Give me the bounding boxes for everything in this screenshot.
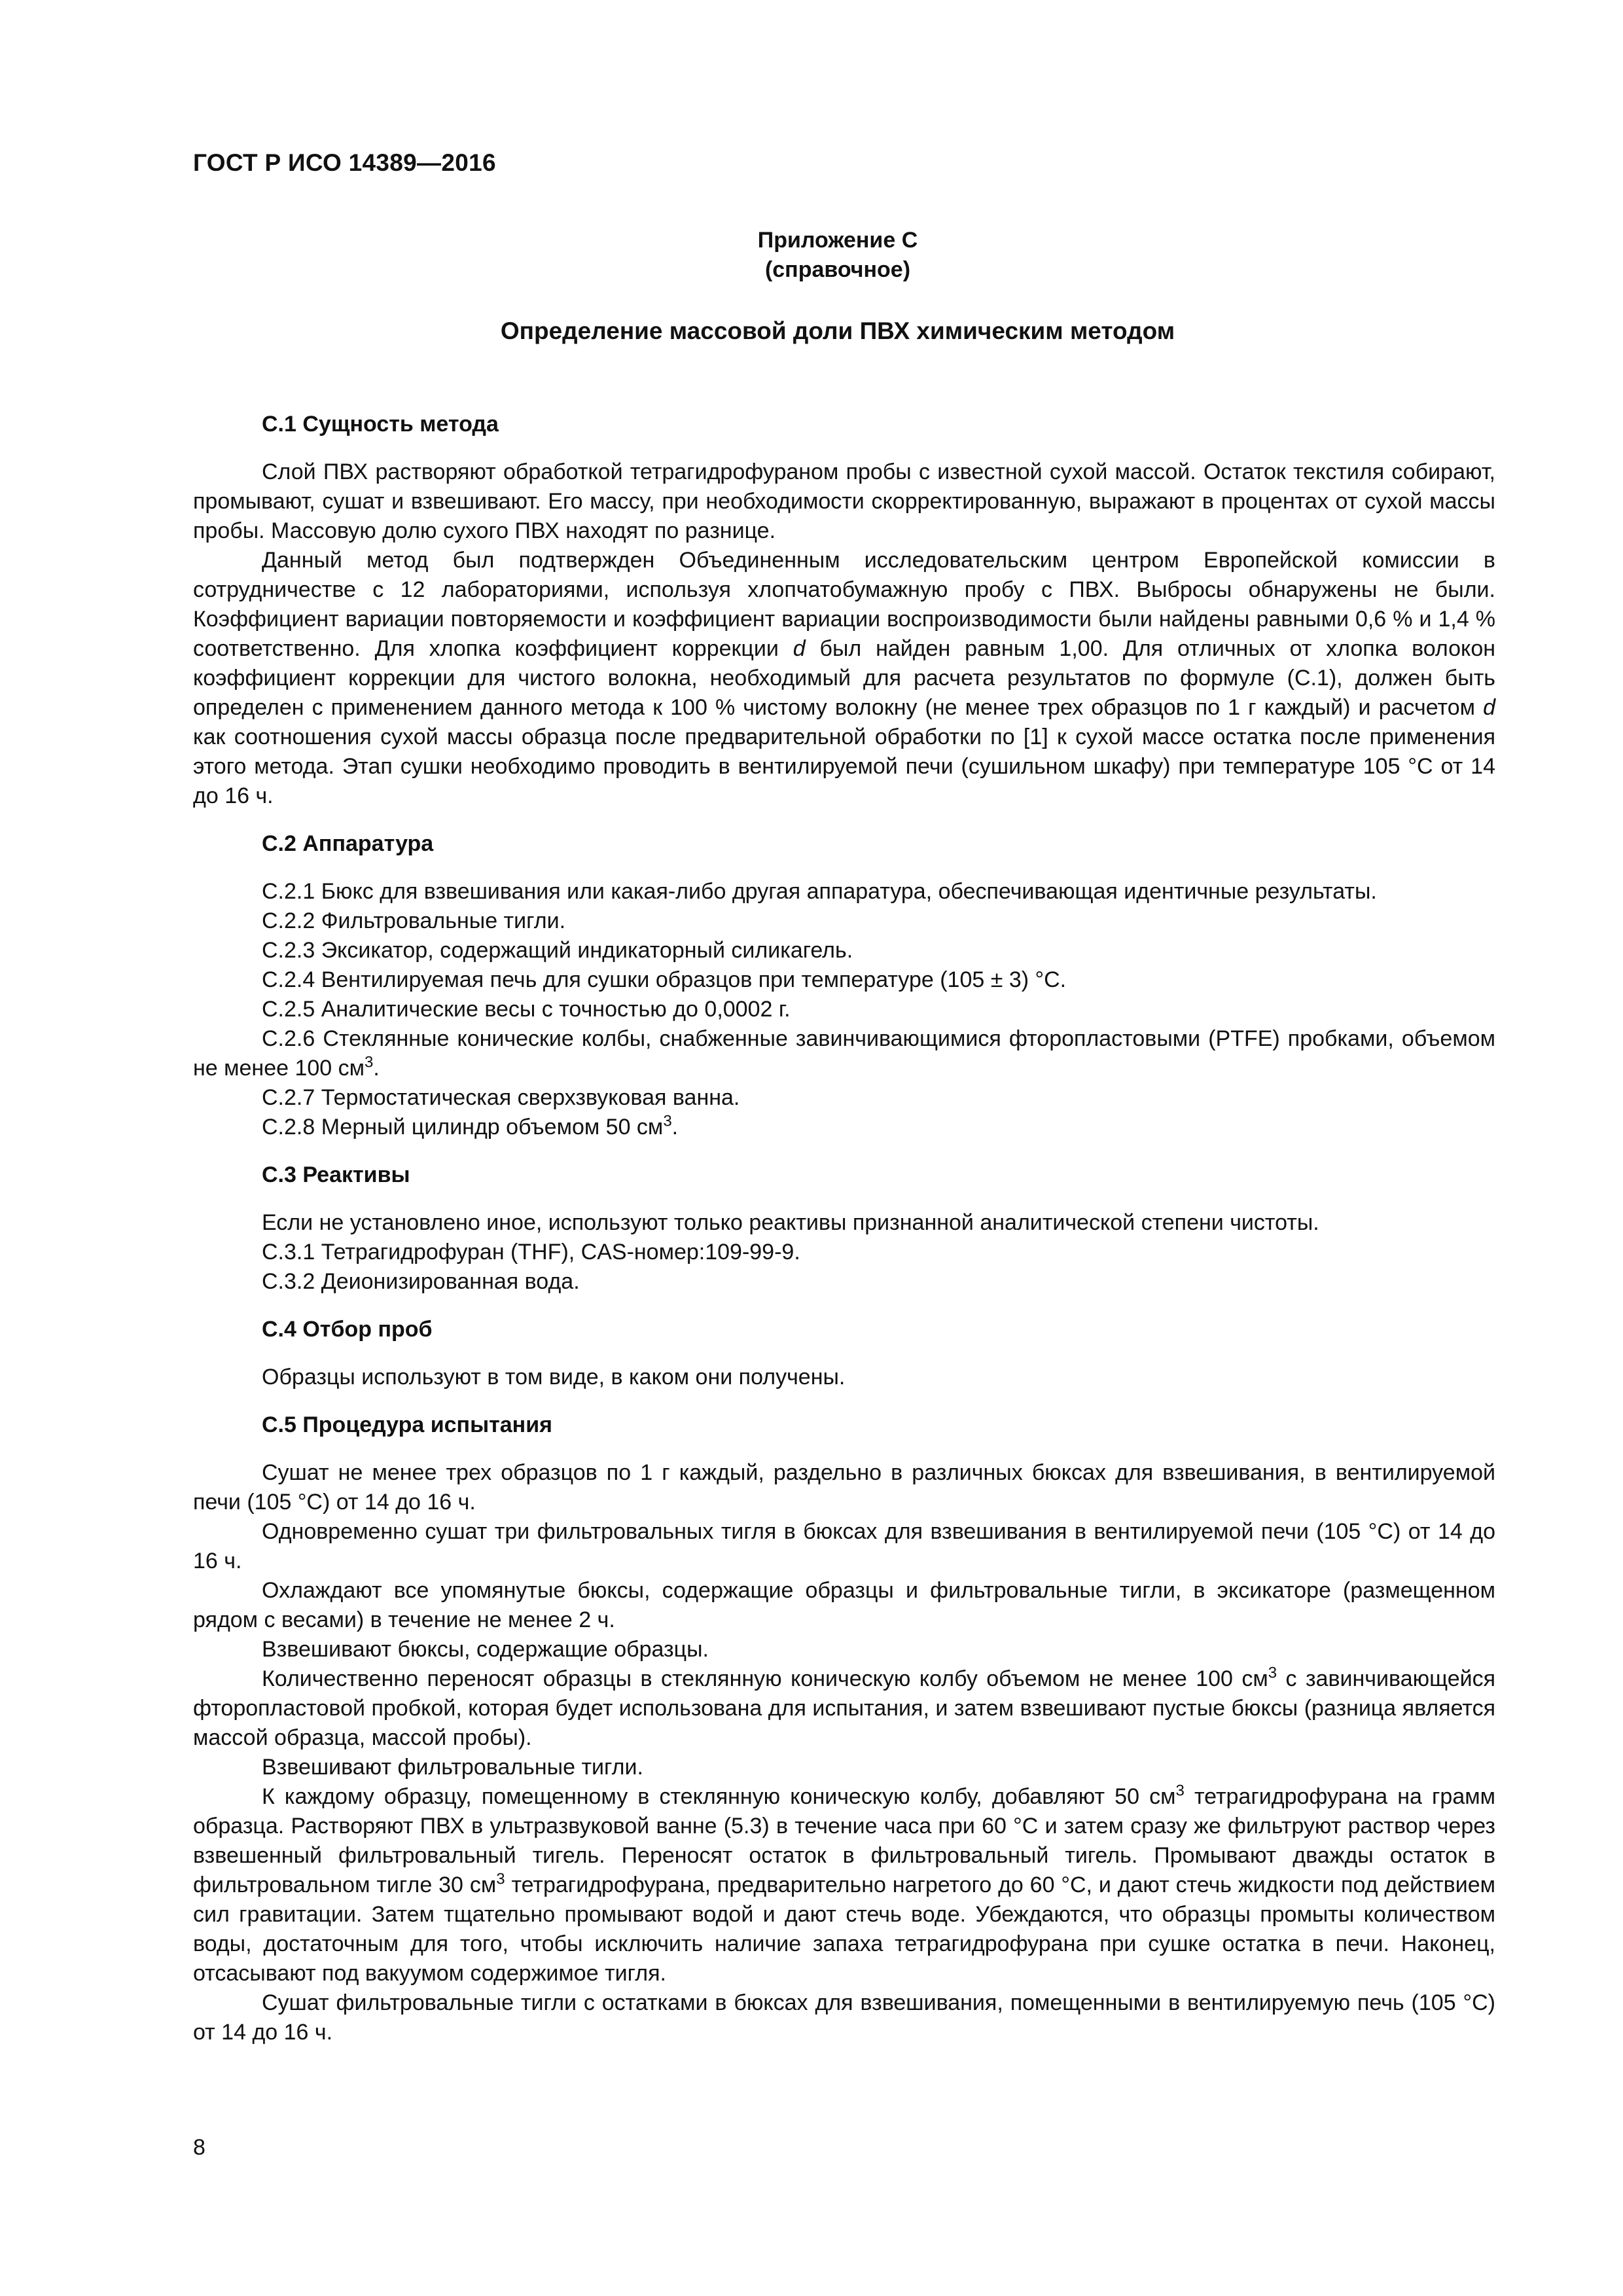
page-number: 8 xyxy=(193,2135,205,2160)
text-run: С.2.6 Стеклянные конические колбы, снабженные завинчивающимися фторопластовыми (PTFE) пробками, объемом не менее 100 см xyxy=(193,1026,1495,1081)
section-c1-paragraph-1: Слой ПВХ растворяют обработкой тетрагидрофураном пробы с известной сухой массой. Остаток текстиля собирают, промывают, сушат и взвешивают. Его массу, при необходимости скорректированную, выражают в процентах от сухой массы пробы. Массовую долю сухого ПВХ находят по разнице. xyxy=(193,459,1495,543)
section-c5-paragraph-4: Взвешивают бюксы, содержащие образцы. xyxy=(262,1637,709,1662)
section-c1-paragraph-2 xyxy=(193,546,1495,811)
section-title-c1: С.1 Сущность метода xyxy=(262,412,499,437)
text-run: Количественно переносят образцы в стеклянную коническую колбу объемом не менее 100 см xyxy=(262,1666,1268,1691)
reagent-item-c32: С.3.2 Деионизированная вода. xyxy=(262,1269,580,1294)
section-c5-paragraph-2: Одновременно сушат три фильтровальных тигля в бюксах для взвешивания в вентилируемой печи (105 °С) от 14 до 16 ч. xyxy=(193,1519,1495,1573)
text-run: Данный метод был подтвержден Объединенным исследовательским центром Европейской комиссии в сотрудничестве с 12 лабораториями, используя хлопчатобумажную пробу с ПВХ. Выбросы обнаружены не были. Коэффициент вариации повторяемости и коэффициент вариации воспроизводимости были найдены равными 0,6 % и 1,4 % соответственно. Для хлопка коэффициент коррекции xyxy=(193,548,1495,661)
section-c5-paragraph-7 xyxy=(193,1782,1495,1988)
section-c5-paragraph-6: Взвешивают фильтровальные тигли. xyxy=(262,1755,643,1780)
text-run: с завинчивающейся фторопластовой пробкой, которая будет использована для испытания, и затем взвешивают пустые бюксы (разница является массой образца, массой пробы). xyxy=(193,1666,1496,1750)
variable-d: d xyxy=(1483,695,1495,720)
text-run: тетрагидрофурана, предварительно нагретого до 60 °С, и дают стечь жидкости под действием сил гравитации. Затем тщательно промывают водой и дают стечь воде. Убеждаются, что образцы промыты количеством воды, достаточным для того, чтобы исключить наличие запаха тетрагидрофурана при сушке остатка в печи. Наконец, отсасывают под вакуумом содержимое тигля. xyxy=(193,1873,1495,1986)
superscript: 3 xyxy=(663,1112,672,1130)
apparatus-item-c22: С.2.2 Фильтровальные тигли. xyxy=(262,908,566,933)
apparatus-item-c26 xyxy=(193,1024,1495,1083)
section-c5-paragraph-8: Сушат фильтровальные тигли с остатками в бюксах для взвешивания, помещенными в вентилируемую печь (105 °С) от 14 до 16 ч. xyxy=(193,1990,1495,2045)
document-body xyxy=(193,410,1495,2047)
annex-type: (справочное) xyxy=(764,257,911,282)
text-run: тетрагидрофурана на грамм образца. Растворяют ПВХ в ультразвуковой ванне (5.3) в течение часа при 60 °С и затем сразу же фильтруют раствор через взвешенный фильтровальный тигель. Переносят остаток в фильтровальный тигель. Промывают дважды остаток в фильтровальном тигле 30 см xyxy=(193,1784,1495,1897)
section-title-c3: С.3 Реактивы xyxy=(262,1162,410,1187)
apparatus-item-c24: С.2.4 Вентилируемая печь для сушки образцов при температуре (105 ± 3) °С. xyxy=(262,967,1067,992)
section-c5-paragraph-3: Охлаждают все упомянутые бюксы, содержащие образцы и фильтровальные тигли, в эксикаторе (размещенном рядом с весами) в течение не менее 2 ч. xyxy=(193,1578,1495,1632)
section-title-c2: С.2 Аппаратура xyxy=(262,831,434,856)
text-run: К каждому образцу, помещенному в стеклянную коническую колбу, добавляют 50 см xyxy=(262,1784,1176,1809)
reagent-item-c31: С.3.1 Тетрагидрофуран (THF), CAS-номер:109-99-9. xyxy=(262,1240,800,1265)
annex-label: Приложение С xyxy=(757,228,918,253)
section-c3-paragraph-1: Если не установлено иное, используют только реактивы признанной аналитической степени чистоты. xyxy=(262,1210,1319,1235)
apparatus-item-c28 xyxy=(193,1113,1495,1142)
superscript: 3 xyxy=(496,1870,505,1888)
text-run: . xyxy=(671,1115,679,1139)
superscript: 3 xyxy=(365,1053,374,1071)
superscript: 3 xyxy=(1175,1782,1185,1800)
annex-heading: Определение массовой доли ПВХ химическим методом xyxy=(500,317,1175,344)
text-run: . xyxy=(373,1056,380,1081)
section-title-c5: С.5 Процедура испытания xyxy=(262,1412,552,1437)
superscript: 3 xyxy=(1268,1664,1277,1682)
text-run: как соотношения сухой массы образца после предварительной обработки по [1] к сухой массе остатка после применения этого метода. Этап сушки необходимо проводить в вентилируемой печи (сушильном шкафу) при температуре 105 °С от 14 до 16 ч. xyxy=(193,725,1495,808)
section-title-c4: С.4 Отбор проб xyxy=(262,1317,433,1342)
section-c4-paragraph-1: Образцы используют в том виде, в каком они получены. xyxy=(262,1365,846,1390)
variable-d: d xyxy=(793,636,806,661)
apparatus-item-c25: С.2.5 Аналитические весы с точностью до 0,0002 г. xyxy=(262,997,791,1022)
text-run: был найден равным 1,00. Для отличных от хлопка волокон коэффициент коррекции для чистого волокна, необходимый для расчета результатов по формуле (С.1), должен быть определен с применением данного метода к 100 % чистому волокну (не менее трех образцов по 1 г каждый) и расчетом xyxy=(193,636,1495,720)
annex-title-block xyxy=(0,226,1623,285)
text-run: С.2.8 Мерный цилиндр объемом 50 см xyxy=(262,1115,664,1139)
apparatus-item-c21: С.2.1 Бюкс для взвешивания или какая-либо другая аппаратура, обеспечивающая идентичные результаты. xyxy=(262,879,1377,904)
apparatus-item-c27: С.2.7 Термостатическая сверхзвуковая ванна. xyxy=(262,1085,740,1110)
section-c5-paragraph-1: Сушат не менее трех образцов по 1 г каждый, раздельно в различных бюксах для взвешивания, в вентилируемой печи (105 °С) от 14 до 16 ч. xyxy=(193,1460,1495,1515)
apparatus-item-c23: С.2.3 Эксикатор, содержащий индикаторный силикагель. xyxy=(262,938,853,963)
document-code: ГОСТ Р ИСО 14389—2016 xyxy=(193,149,496,176)
section-c5-paragraph-5 xyxy=(193,1664,1495,1753)
